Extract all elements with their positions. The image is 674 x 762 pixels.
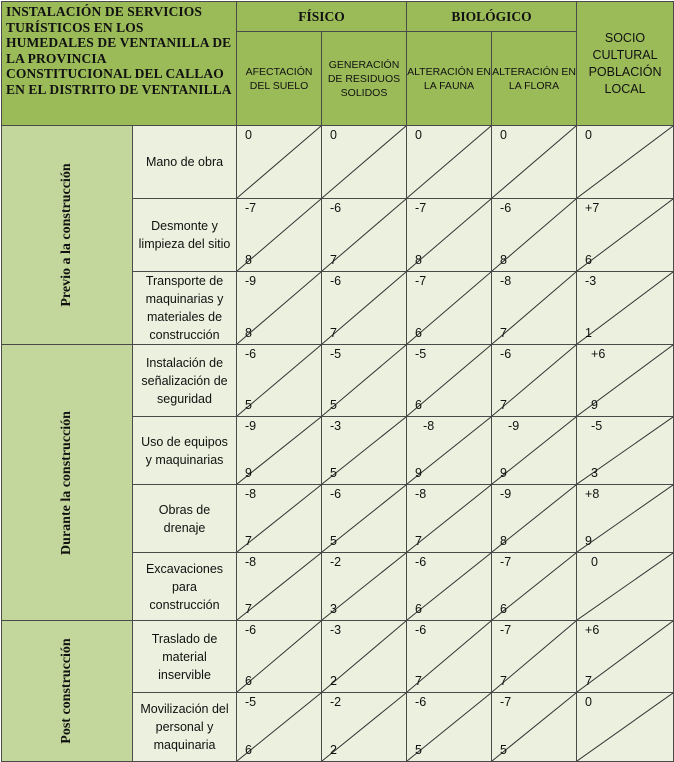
importance-value: 8	[500, 253, 507, 267]
magnitude-value: +6	[585, 623, 600, 637]
action-cell: Desmonte y limpieza del sitio	[133, 199, 237, 272]
value-cell	[237, 693, 322, 762]
group-biologico: BIOLÓGICO	[407, 2, 577, 32]
stage-label: Post construcción	[59, 638, 74, 744]
factor-generacion-residuos: GENERACIÓN DE RESIDUOS SOLIDOS	[322, 32, 407, 126]
value-cell	[492, 126, 577, 199]
magnitude-value: -8	[245, 555, 257, 569]
importance-value: 8	[245, 326, 252, 340]
factor-socio-cultural: SOCIO CULTURAL POBLACIÓN LOCAL	[577, 2, 674, 126]
action-cell: Transporte de maquinarias y materiales de construcción	[133, 272, 237, 345]
value-cell	[492, 345, 577, 417]
magnitude-value: -6	[330, 201, 342, 215]
magnitude-value: -8	[415, 487, 427, 501]
magnitude-value: -6	[245, 623, 257, 637]
magnitude-value: -9	[245, 419, 257, 433]
value-cell	[577, 621, 674, 693]
importance-value: 6	[415, 398, 422, 412]
group-fisico: FÍSICO	[237, 2, 407, 32]
magnitude-value: -9	[508, 419, 520, 433]
importance-value: 7	[585, 674, 592, 688]
magnitude-value: 0	[500, 128, 507, 142]
magnitude-value: 0	[415, 128, 422, 142]
value-cell	[492, 553, 577, 621]
magnitude-value: 0	[591, 555, 598, 569]
magnitude-value: -6	[415, 695, 427, 709]
importance-value: 8	[500, 534, 507, 548]
value-cell	[577, 272, 674, 345]
value-cell	[237, 553, 322, 621]
value-cell	[407, 345, 492, 417]
importance-value: 7	[330, 253, 337, 267]
action-cell: Instalación de señalización de seguridad	[133, 345, 237, 417]
importance-value: 6	[415, 326, 422, 340]
stage-durante	[2, 345, 133, 621]
importance-value: 2	[330, 674, 337, 688]
value-cell	[407, 693, 492, 762]
value-cell	[577, 126, 674, 199]
value-cell	[322, 199, 407, 272]
magnitude-value: -5	[591, 419, 603, 433]
value-cell	[492, 272, 577, 345]
importance-value: 5	[415, 743, 422, 757]
magnitude-value: -9	[245, 274, 257, 288]
value-cell	[322, 272, 407, 345]
importance-value: 7	[500, 674, 507, 688]
value-cell	[407, 485, 492, 553]
value-cell	[237, 485, 322, 553]
importance-value: 6	[245, 674, 252, 688]
value-cell	[237, 417, 322, 485]
value-cell	[577, 417, 674, 485]
magnitude-value: 0	[585, 128, 592, 142]
importance-value: 7	[415, 674, 422, 688]
importance-value: 6	[245, 743, 252, 757]
importance-value: 7	[500, 326, 507, 340]
magnitude-value: -6	[415, 555, 427, 569]
importance-value: 9	[415, 466, 422, 480]
importance-value: 8	[245, 253, 252, 267]
factor-alteracion-fauna: ALTERACIÓN EN LA FAUNA	[407, 32, 492, 126]
value-cell	[492, 199, 577, 272]
magnitude-value: -6	[245, 347, 257, 361]
importance-value: 8	[415, 253, 422, 267]
value-cell	[237, 126, 322, 199]
stage-post	[2, 621, 133, 762]
value-cell	[407, 272, 492, 345]
value-cell	[577, 199, 674, 272]
value-cell	[407, 553, 492, 621]
importance-value: 5	[245, 398, 252, 412]
magnitude-value: -7	[415, 274, 427, 288]
magnitude-value: 0	[330, 128, 337, 142]
magnitude-value: -7	[500, 555, 512, 569]
value-cell	[492, 485, 577, 553]
value-cell	[237, 272, 322, 345]
factor-alteracion-flora: ALTERACIÓN EN LA FLORA	[492, 32, 577, 126]
magnitude-value: -7	[500, 695, 512, 709]
value-cell	[577, 553, 674, 621]
value-cell	[492, 621, 577, 693]
importance-value: 9	[591, 398, 598, 412]
magnitude-value: -8	[500, 274, 512, 288]
importance-value: 5	[330, 534, 337, 548]
value-cell	[237, 199, 322, 272]
magnitude-value: 0	[245, 128, 252, 142]
importance-value: 7	[415, 534, 422, 548]
magnitude-value: 0	[585, 695, 592, 709]
magnitude-value: -3	[330, 419, 342, 433]
importance-value: 7	[245, 602, 252, 616]
importance-value: 5	[330, 398, 337, 412]
importance-value: 6	[415, 602, 422, 616]
magnitude-value: -7	[245, 201, 257, 215]
magnitude-value: -5	[415, 347, 427, 361]
factor-afectacion-suelo: AFECTACIÓN DEL SUELO	[237, 32, 322, 126]
magnitude-value: -8	[423, 419, 435, 433]
stage-previo	[2, 126, 133, 345]
action-cell: Traslado de material inservible	[133, 621, 237, 693]
stage-label: Durante la construcción	[59, 410, 74, 555]
value-cell	[322, 621, 407, 693]
value-cell	[407, 199, 492, 272]
importance-value: 7	[245, 534, 252, 548]
stage-label: Previo a la construcción	[59, 163, 74, 307]
importance-value: 7	[330, 326, 337, 340]
value-cell	[577, 345, 674, 417]
magnitude-value: -6	[415, 623, 427, 637]
importance-value: 7	[500, 398, 507, 412]
impact-matrix-table	[1, 1, 674, 762]
value-cell	[322, 693, 407, 762]
matrix-title: INSTALACIÓN DE SERVICIOS TURÍSTICOS EN LOS HUMEDALES DE VENTANILLA DE LA PROVINCIA CONSTITUCIONAL DEL CALLAO EN EL DISTRITO DE VENTANILLA	[2, 2, 237, 126]
importance-value: 5	[330, 466, 337, 480]
importance-value: 5	[500, 743, 507, 757]
magnitude-value: +6	[591, 347, 606, 361]
magnitude-value: -7	[415, 201, 427, 215]
value-cell	[237, 621, 322, 693]
magnitude-value: -3	[585, 274, 597, 288]
magnitude-value: -6	[330, 274, 342, 288]
magnitude-value: -5	[245, 695, 257, 709]
importance-value: 2	[330, 743, 337, 757]
value-cell	[577, 693, 674, 762]
action-cell: Uso de equipos y maquinarias	[133, 417, 237, 485]
value-cell	[322, 553, 407, 621]
value-cell	[407, 126, 492, 199]
importance-value: 9	[245, 466, 252, 480]
value-cell	[322, 485, 407, 553]
magnitude-value: -3	[330, 623, 342, 637]
value-cell	[237, 345, 322, 417]
value-cell	[322, 417, 407, 485]
value-cell	[492, 417, 577, 485]
magnitude-value: +8	[585, 487, 600, 501]
importance-value: 9	[585, 534, 592, 548]
magnitude-value: -6	[500, 201, 512, 215]
magnitude-value: -5	[330, 347, 342, 361]
magnitude-value: -2	[330, 695, 342, 709]
importance-value: 3	[591, 466, 598, 480]
magnitude-value: -8	[245, 487, 257, 501]
action-cell: Excavaciones para construcción	[133, 553, 237, 621]
magnitude-value: +7	[585, 201, 600, 215]
importance-value: 6	[500, 602, 507, 616]
magnitude-value: -7	[500, 623, 512, 637]
importance-value: 3	[330, 602, 337, 616]
importance-value: 9	[500, 466, 507, 480]
value-cell	[407, 621, 492, 693]
action-cell: Obras de drenaje	[133, 485, 237, 553]
action-cell: Movilización del personal y maquinaria	[133, 693, 237, 762]
magnitude-value: -6	[500, 347, 512, 361]
magnitude-value: -9	[500, 487, 512, 501]
value-cell	[577, 485, 674, 553]
value-cell	[407, 417, 492, 485]
action-cell: Mano de obra	[133, 126, 237, 199]
value-cell	[322, 345, 407, 417]
value-cell	[322, 126, 407, 199]
value-cell	[492, 693, 577, 762]
magnitude-value: -2	[330, 555, 342, 569]
importance-value: 1	[585, 326, 592, 340]
importance-value: 6	[585, 253, 592, 267]
magnitude-value: -6	[330, 487, 342, 501]
